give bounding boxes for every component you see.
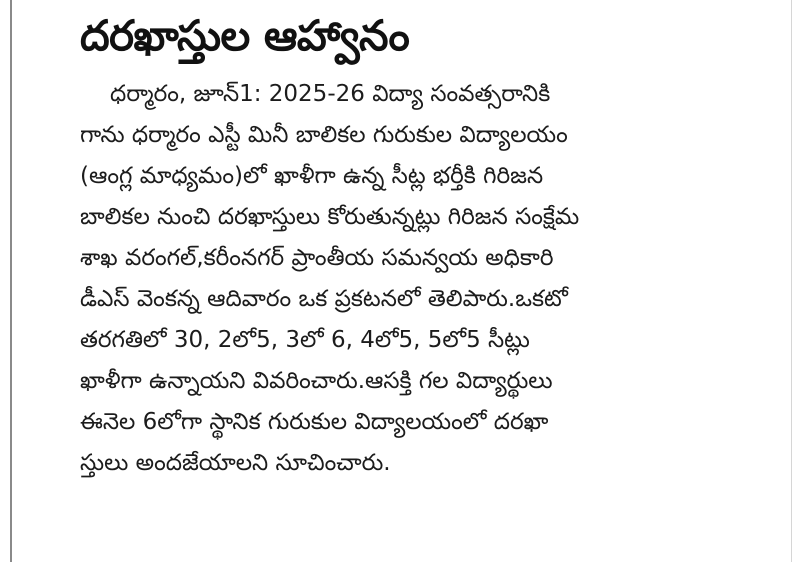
article-line-9: ఈనెల 6లోగా స్థానిక గురుకుల విద్యాలయంలో దరఖా: [80, 409, 549, 435]
article-line-6: డీఎస్ వెంకన్న ఆదివారం ఒక ప్రకటనలో తెలిపారు.ఒకటో: [80, 286, 568, 312]
article-line-10: స్తులు అందజేయాలని సూచించారు.: [80, 450, 391, 476]
article-headline: దరఖాస్తుల ఆహ్వానం: [80, 11, 410, 60]
article-line-7: తరగతిలో 30, 2లో5, 3లో 6, 4లో5, 5లో5 సీట్లు: [80, 327, 530, 353]
article-line-3: (ఆంగ్ల మాధ్యమం)లో ఖాళీగా ఉన్న సీట్ల భర్తీకి గిరిజన: [80, 163, 544, 189]
article-line-2: గాను ధర్మారం ఎస్టీ మినీ బాలికల గురుకుల విద్యాలయం: [80, 122, 568, 148]
article-line-5: శాఖ వరంగల్,కరీంనగర్ ప్రాంతీయ సమన్వయ అధికారి: [80, 245, 554, 271]
news-article: [80, 6, 760, 484]
article-body: [80, 74, 760, 484]
article-line-1: ధర్మారం, జూన్1: 2025-26 విద్యా సంవత్సరానికి: [110, 81, 551, 107]
article-line-4: బాలికల నుంచి దరఖాస్తులు కోరుతున్నట్లు గిరిజన సంక్షేమ: [80, 204, 580, 230]
column-divider-left: [10, 0, 12, 562]
column-divider-right: [791, 0, 792, 562]
article-line-8: ఖాళీగా ఉన్నాయని వివరించారు.ఆసక్తి గల విద్యార్థులు: [80, 368, 553, 394]
